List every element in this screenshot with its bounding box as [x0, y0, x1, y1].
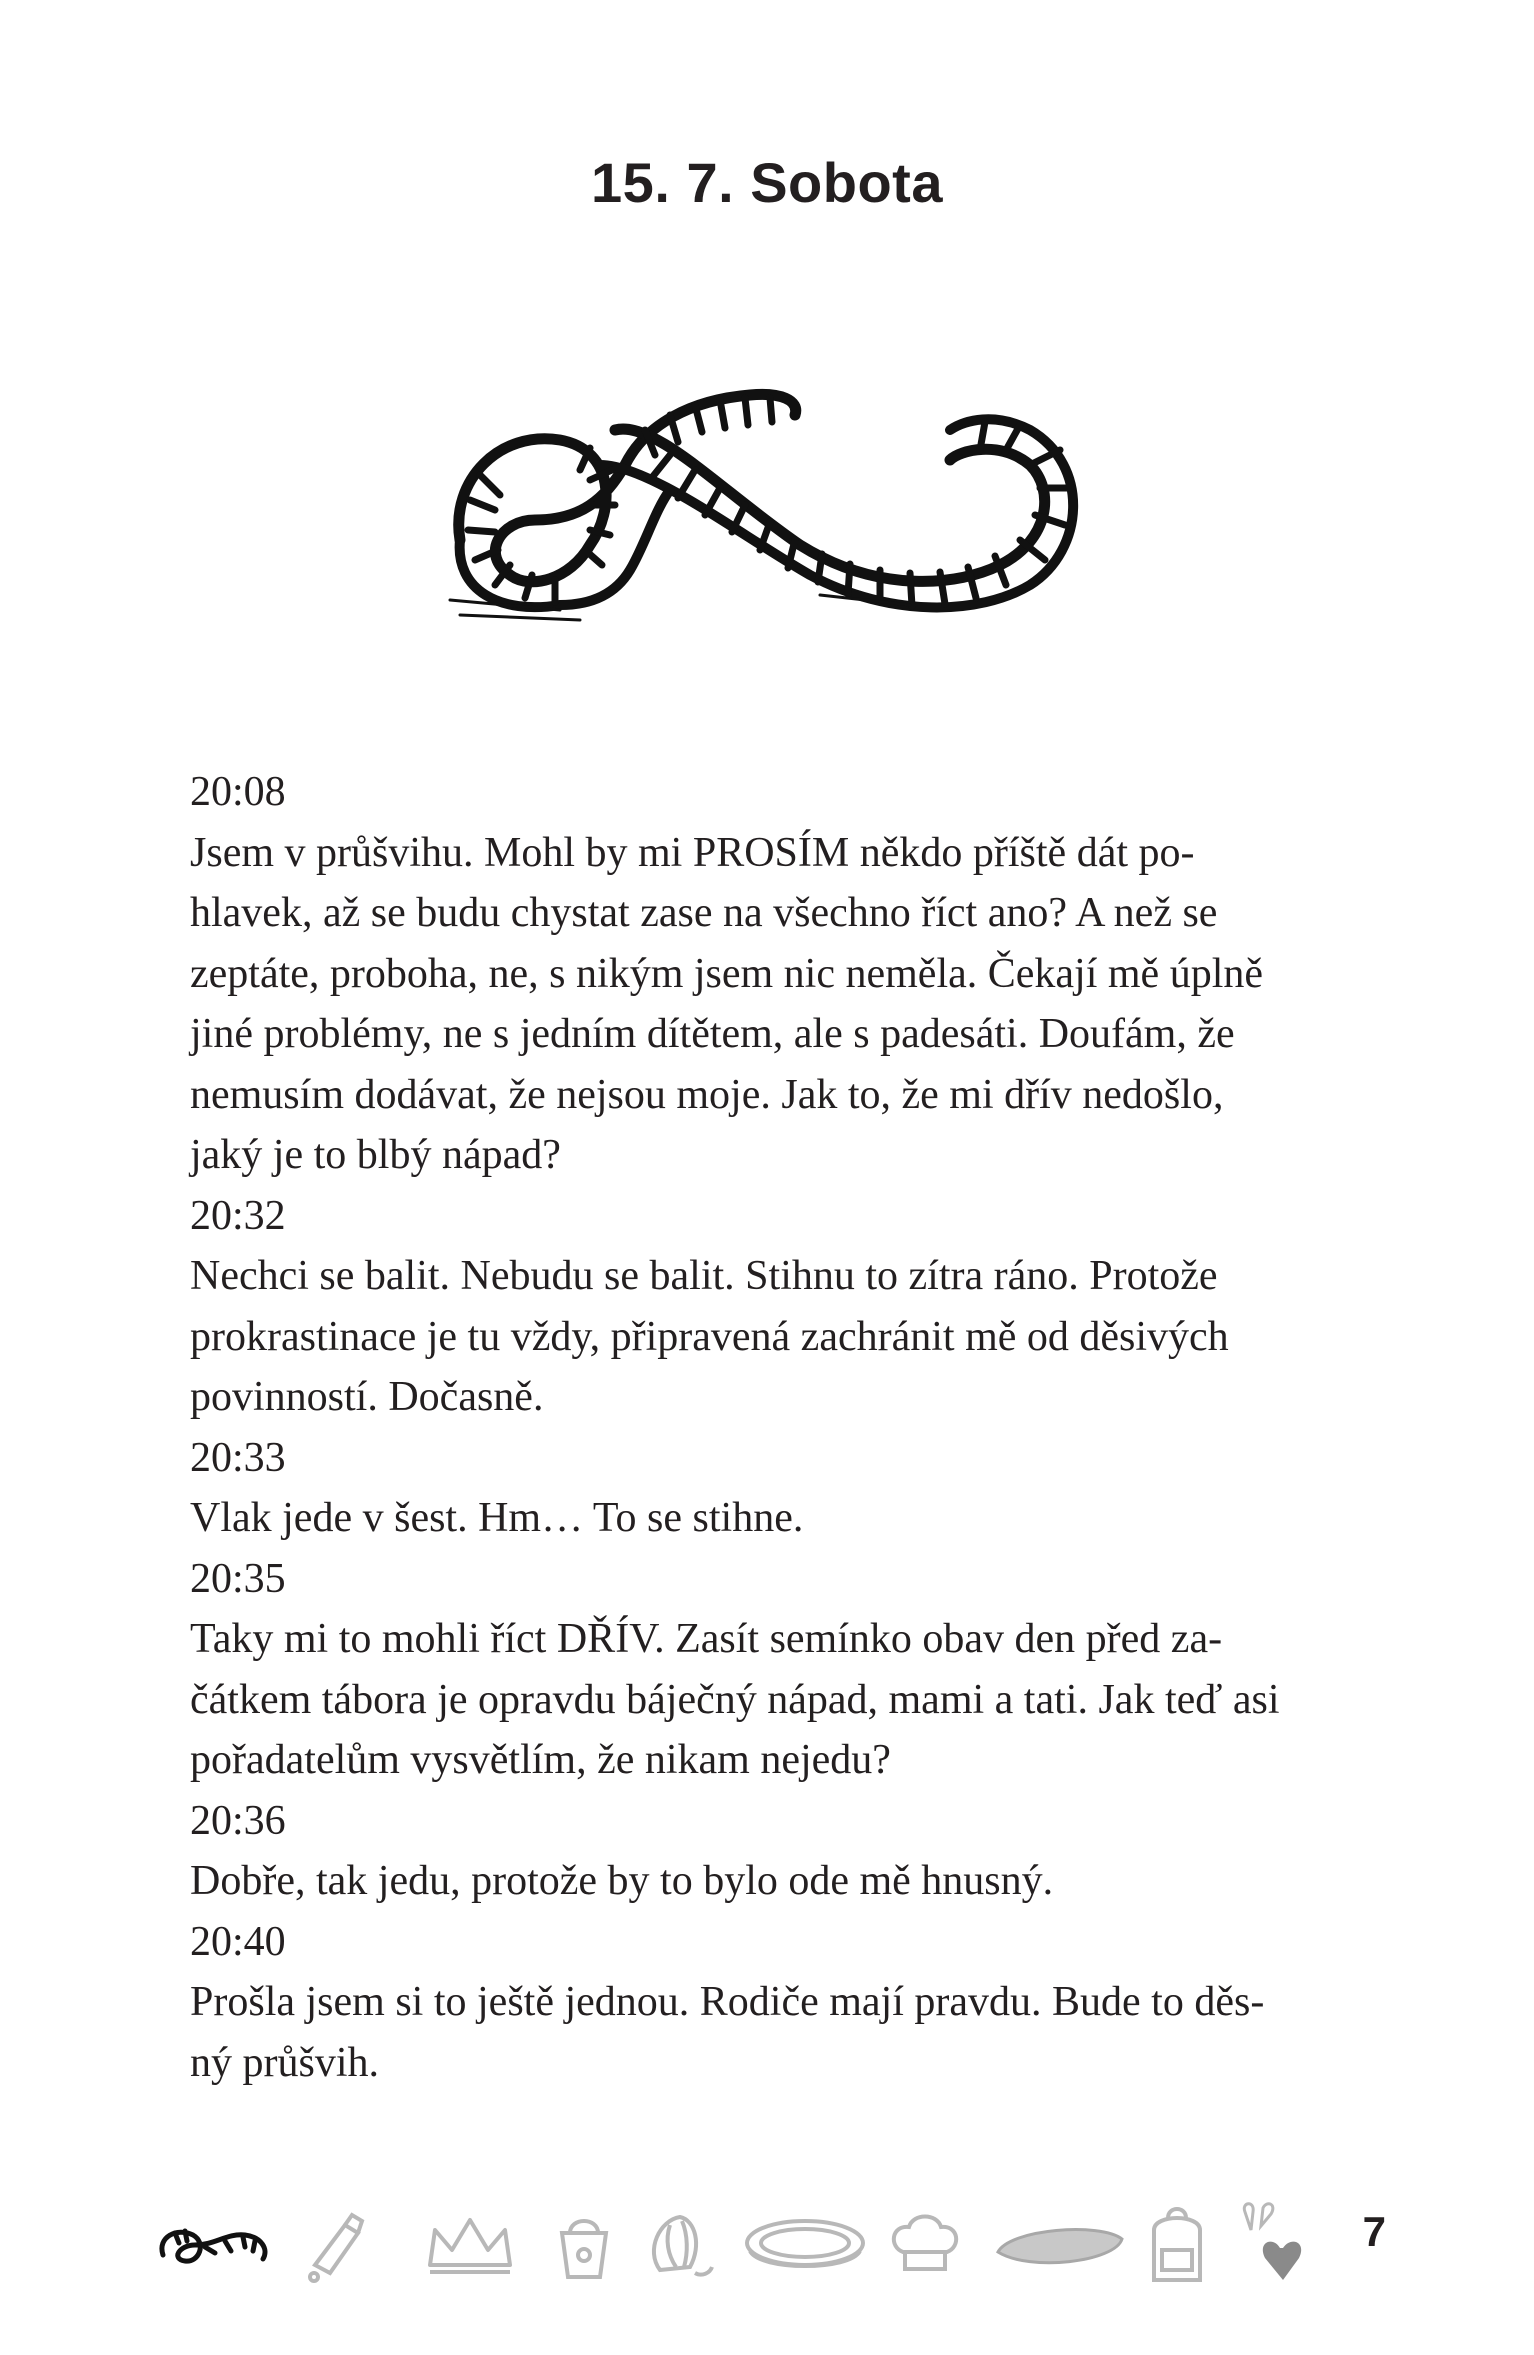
hearts-icon	[1235, 2200, 1310, 2290]
worm-drawing-icon	[440, 370, 1120, 630]
entry-time: 20:08	[190, 769, 286, 815]
entry-time: 20:33	[190, 1434, 286, 1481]
entry-line: hlavek, až se budu chystat zase na všechno říct ano? A než se	[190, 890, 1218, 936]
page-number: 7	[1362, 2208, 1386, 2255]
backpack-icon	[1140, 2200, 1215, 2290]
entry-line: ný průšvih.	[190, 2039, 379, 2086]
cup-icon	[550, 2205, 620, 2285]
footer-icon-strip	[150, 2195, 1380, 2295]
diary-entry	[190, 1186, 1350, 1428]
entry-line: čátkem tábora je opravdu báječný nápad, mami a tati. Jak teď asi	[190, 1676, 1280, 1723]
page-heading: 15. 7. Sobota	[591, 151, 943, 214]
bottle-icon	[300, 2205, 370, 2285]
entry-line: Taky mi to mohli říct DŘÍV. Zasít semínko obav den před za-	[190, 1616, 1223, 1662]
entry-time: 20:36	[190, 1797, 286, 1844]
chef-hat-icon	[885, 2207, 965, 2282]
pie-icon	[740, 2213, 870, 2278]
worm-icon	[155, 2215, 275, 2275]
diary-entry	[190, 1549, 1350, 1791]
diary-entry	[190, 1791, 1350, 1912]
entry-line: Prošla jsem si to ještě jednou. Rodiče mají pravdu. Bude to děs-	[190, 1979, 1265, 2025]
entry-line: Dobře, tak jedu, protože by to bylo ode mě hnusný.	[190, 1858, 1054, 1904]
entry-time: 20:40	[190, 1918, 286, 1965]
entry-line: Nechci se balit. Nebudu se balit. Stihnu to zítra ráno. Protože	[190, 1253, 1218, 1299]
entry-line: pořadatelům vysvětlím, že nikam nejedu?	[190, 1737, 891, 1783]
entry-line: nemusím dodávat, že nejsou moje. Jak to, že mi dřív nedošlo,	[190, 1071, 1224, 1118]
entry-line: jaký je to blbý nápad?	[190, 1132, 561, 1178]
diary-text	[190, 762, 1350, 2093]
diary-entry	[190, 1428, 1350, 1549]
entry-time: 20:32	[190, 1192, 286, 1239]
entry-line: Vlak jede v šest. Hm… To se stihne.	[190, 1495, 804, 1541]
diary-entry	[190, 762, 1350, 1186]
entry-line: prokrastinace je tu vždy, připravená zachránit mě od děsivých	[190, 1313, 1229, 1360]
pizza-icon	[990, 2217, 1130, 2277]
entry-line: Jsem v průšvihu. Mohl by mi PROSÍM někdo příště dát po-	[190, 829, 1195, 876]
onion-icon	[640, 2205, 720, 2285]
entry-line: povinností. Dočasně.	[190, 1374, 544, 1420]
crown-icon	[420, 2210, 520, 2280]
entry-time: 20:35	[190, 1555, 286, 1602]
entry-line: jiné problémy, ne s jedním dítětem, ale s padesáti. Doufám, že	[190, 1011, 1235, 1057]
entry-line: zeptáte, proboha, ne, s nikým jsem nic neměla. Čekají mě úplně	[190, 950, 1264, 997]
diary-entry	[190, 1912, 1350, 2094]
